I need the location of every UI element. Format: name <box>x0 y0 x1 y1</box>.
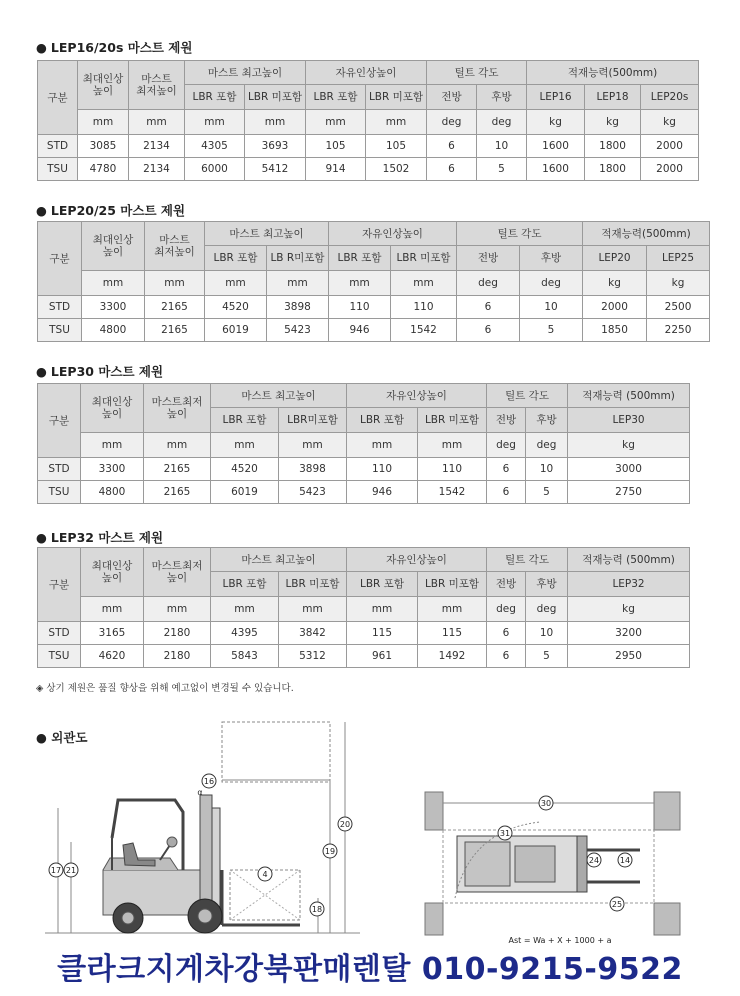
header-max-lift: 최대인상 높이 <box>78 61 129 110</box>
header-capacity: 적재능력(500mm) <box>583 222 710 246</box>
value-cell: 2000 <box>641 135 699 158</box>
unit-cell: mm <box>185 110 245 135</box>
header-tilt: 틸트 각도 <box>427 61 527 85</box>
value-cell: 3300 <box>82 296 145 319</box>
value-cell: 6 <box>487 622 526 645</box>
value-cell: 2134 <box>129 135 185 158</box>
unit-cell: kg <box>647 271 710 296</box>
value-cell: 4520 <box>205 296 267 319</box>
value-cell: 6 <box>487 458 526 481</box>
callout-19: 19 <box>324 847 336 856</box>
unit-cell: mm <box>211 597 279 622</box>
value-cell: 105 <box>306 135 366 158</box>
callout-31: 31 <box>499 829 511 838</box>
unit-cell: mm <box>306 110 366 135</box>
value-cell: 2165 <box>144 458 211 481</box>
value-cell: 2000 <box>641 158 699 181</box>
value-cell: 914 <box>306 158 366 181</box>
value-cell: 1800 <box>585 135 641 158</box>
value-cell: 6019 <box>205 319 267 342</box>
disclaimer-note: ◈ 상기 제원은 품질 향상을 위해 예고없이 변경될 수 있습니다. <box>36 683 294 694</box>
header-sub: LBR 미포함 <box>418 408 487 433</box>
value-cell: 4620 <box>81 645 144 668</box>
value-cell: 10 <box>526 622 568 645</box>
unit-cell: kg <box>527 110 585 135</box>
unit-cell: mm <box>205 271 267 296</box>
value-cell: 110 <box>418 458 487 481</box>
callout-4: 4 <box>262 870 268 879</box>
unit-cell: mm <box>418 597 487 622</box>
header-model: LEP16 <box>527 85 585 110</box>
value-cell: 5312 <box>279 645 347 668</box>
unit-cell: mm <box>391 271 457 296</box>
row-label: TSU <box>38 158 78 181</box>
value-cell: 5423 <box>267 319 329 342</box>
header-gubun: 구분 <box>38 222 82 296</box>
header-sub: LBR 포함 <box>347 408 418 433</box>
header-sub: LBR 포함 <box>211 572 279 597</box>
header-sub: LBR 포함 <box>347 572 418 597</box>
value-cell: 5843 <box>211 645 279 668</box>
value-cell: 6 <box>457 319 520 342</box>
value-cell: 10 <box>520 296 583 319</box>
unit-cell: deg <box>427 110 477 135</box>
value-cell: 2180 <box>144 645 211 668</box>
value-cell: 4780 <box>78 158 129 181</box>
value-cell: 3000 <box>568 458 690 481</box>
bullet-icon: ● <box>36 530 47 545</box>
row-label: STD <box>38 458 81 481</box>
value-cell: 110 <box>391 296 457 319</box>
value-cell: 115 <box>418 622 487 645</box>
header-free-lift: 자유인상높이 <box>347 384 487 408</box>
unit-cell: mm <box>418 433 487 458</box>
unit-cell: mm <box>279 433 347 458</box>
value-cell: 2165 <box>145 319 205 342</box>
header-mast-max: 마스트 최고높이 <box>185 61 306 85</box>
unit-cell: mm <box>211 433 279 458</box>
value-cell: 5 <box>477 158 527 181</box>
header-sub: 전방 <box>457 246 520 271</box>
unit-cell: deg <box>487 597 526 622</box>
value-cell: 3165 <box>81 622 144 645</box>
value-cell: 3300 <box>81 458 144 481</box>
unit-cell: deg <box>477 110 527 135</box>
bullet-icon: ● <box>36 364 47 379</box>
unit-cell: kg <box>583 271 647 296</box>
value-cell: 961 <box>347 645 418 668</box>
header-sub: LBR미포함 <box>279 408 347 433</box>
unit-cell: deg <box>526 433 568 458</box>
value-cell: 6 <box>487 481 526 504</box>
header-tilt: 틸트 각도 <box>487 548 568 572</box>
value-cell: 2000 <box>583 296 647 319</box>
header-model: LEP20 <box>583 246 647 271</box>
value-cell: 5 <box>520 319 583 342</box>
unit-cell: deg <box>526 597 568 622</box>
bullet-icon: ● <box>36 203 47 218</box>
unit-cell: kg <box>585 110 641 135</box>
header-gubun: 구분 <box>38 384 81 458</box>
row-label: TSU <box>38 481 81 504</box>
value-cell: 10 <box>477 135 527 158</box>
value-cell: 5 <box>526 481 568 504</box>
header-mast-min: 마스트최저 높이 <box>144 548 211 597</box>
unit-cell: mm <box>366 110 427 135</box>
value-cell: 2750 <box>568 481 690 504</box>
contact-banner: 클라크지게차강북판매렌탈 010-9215-9522 <box>57 952 683 987</box>
value-cell: 6 <box>487 645 526 668</box>
value-cell: 1542 <box>391 319 457 342</box>
unit-cell: kg <box>568 597 690 622</box>
callout-14: 14 <box>619 856 631 865</box>
header-sub: LB R미포함 <box>267 246 329 271</box>
forklift-top-view <box>425 792 680 935</box>
value-cell: 6019 <box>211 481 279 504</box>
unit-cell: mm <box>78 110 129 135</box>
header-sub: 후방 <box>477 85 527 110</box>
unit-cell: mm <box>329 271 391 296</box>
unit-cell: mm <box>347 597 418 622</box>
header-sub: LBR 미포함 <box>418 572 487 597</box>
header-sub: LBR 미포함 <box>391 246 457 271</box>
header-sub: 전방 <box>487 408 526 433</box>
value-cell: 4800 <box>82 319 145 342</box>
header-model: LEP20s <box>641 85 699 110</box>
value-cell: 110 <box>329 296 391 319</box>
forklift-side-view <box>45 722 360 933</box>
header-sub: 전방 <box>427 85 477 110</box>
header-capacity: 적재능력 (500mm) <box>568 384 690 408</box>
header-max-lift: 최대인상 높이 <box>81 384 144 433</box>
bullet-icon: ● <box>36 730 47 745</box>
value-cell: 6 <box>457 296 520 319</box>
value-cell: 2180 <box>144 622 211 645</box>
header-max-lift: 최대인상 높이 <box>82 222 145 271</box>
row-label: STD <box>38 135 78 158</box>
unit-cell: mm <box>144 597 211 622</box>
unit-cell: mm <box>144 433 211 458</box>
value-cell: 5412 <box>245 158 306 181</box>
unit-cell: mm <box>245 110 306 135</box>
alpha-label: α <box>197 788 203 797</box>
header-tilt: 틸트 각도 <box>487 384 568 408</box>
value-cell: 4395 <box>211 622 279 645</box>
value-cell: 946 <box>329 319 391 342</box>
header-gubun: 구분 <box>38 548 81 622</box>
header-free-lift: 자유인상높이 <box>329 222 457 246</box>
header-sub: LBR 포함 <box>205 246 267 271</box>
unit-cell: mm <box>81 433 144 458</box>
row-label: STD <box>38 622 81 645</box>
value-cell: 6 <box>427 158 477 181</box>
callout-18: 18 <box>311 905 323 914</box>
value-cell: 2165 <box>144 481 211 504</box>
section-title-text: LEP30 마스트 제원 <box>50 364 164 379</box>
header-mast-min: 마스트최저 높이 <box>144 384 211 433</box>
value-cell: 1600 <box>527 135 585 158</box>
value-cell: 1600 <box>527 158 585 181</box>
value-cell: 3200 <box>568 622 690 645</box>
section-title-text: LEP20/25 마스트 제원 <box>50 203 186 218</box>
header-model: LEP30 <box>568 408 690 433</box>
header-sub: LBR 미포함 <box>279 572 347 597</box>
header-sub: 후방 <box>520 246 583 271</box>
header-capacity: 적재능력 (500mm) <box>568 548 690 572</box>
value-cell: 3693 <box>245 135 306 158</box>
value-cell: 6 <box>427 135 477 158</box>
header-free-lift: 자유인상높이 <box>306 61 427 85</box>
header-mast-max: 마스트 최고높이 <box>211 548 347 572</box>
value-cell: 2165 <box>145 296 205 319</box>
callout-16: 16 <box>203 777 215 786</box>
header-sub: 후방 <box>526 408 568 433</box>
unit-cell: mm <box>129 110 185 135</box>
header-sub: 후방 <box>526 572 568 597</box>
header-free-lift: 자유인상높이 <box>347 548 487 572</box>
value-cell: 110 <box>347 458 418 481</box>
value-cell: 4305 <box>185 135 245 158</box>
value-cell: 3898 <box>279 458 347 481</box>
header-model: LEP25 <box>647 246 710 271</box>
value-cell: 4520 <box>211 458 279 481</box>
header-mast-max: 마스트 최고높이 <box>211 384 347 408</box>
callout-24: 24 <box>588 856 600 865</box>
unit-cell: mm <box>267 271 329 296</box>
header-gubun: 구분 <box>38 61 78 135</box>
unit-cell: mm <box>82 271 145 296</box>
value-cell: 1850 <box>583 319 647 342</box>
header-sub: LBR 미포함 <box>245 85 306 110</box>
value-cell: 5 <box>526 645 568 668</box>
unit-cell: kg <box>641 110 699 135</box>
bullet-icon: ● <box>36 40 47 55</box>
callout-30: 30 <box>540 799 552 808</box>
callout-17: 17 <box>50 866 62 875</box>
unit-cell: mm <box>81 597 144 622</box>
header-sub: LBR 포함 <box>185 85 245 110</box>
value-cell: 3898 <box>267 296 329 319</box>
value-cell: 2134 <box>129 158 185 181</box>
header-tilt: 틸트 각도 <box>457 222 583 246</box>
value-cell: 5423 <box>279 481 347 504</box>
header-capacity: 적재능력(500mm) <box>527 61 699 85</box>
value-cell: 3842 <box>279 622 347 645</box>
header-model: LEP32 <box>568 572 690 597</box>
value-cell: 1542 <box>418 481 487 504</box>
header-sub: LBR 포함 <box>329 246 391 271</box>
unit-cell: kg <box>568 433 690 458</box>
header-sub: LBR 미포함 <box>366 85 427 110</box>
header-sub: LBR 포함 <box>306 85 366 110</box>
header-model: LEP18 <box>585 85 641 110</box>
header-sub: 전방 <box>487 572 526 597</box>
header-max-lift: 최대인상 높이 <box>81 548 144 597</box>
unit-cell: mm <box>279 597 347 622</box>
value-cell: 115 <box>347 622 418 645</box>
header-sub: LBR 포함 <box>211 408 279 433</box>
header-mast-min: 마스트 최저높이 <box>145 222 205 271</box>
unit-cell: deg <box>487 433 526 458</box>
value-cell: 105 <box>366 135 427 158</box>
section-title-text: LEP16/20s 마스트 제원 <box>50 40 193 55</box>
value-cell: 1502 <box>366 158 427 181</box>
callout-20: 20 <box>339 820 351 829</box>
header-mast-min: 마스트 최저높이 <box>129 61 185 110</box>
row-label: TSU <box>38 319 82 342</box>
value-cell: 1492 <box>418 645 487 668</box>
callout-21: 21 <box>65 866 77 875</box>
section-title-text: LEP32 마스트 제원 <box>50 530 164 545</box>
row-label: TSU <box>38 645 81 668</box>
value-cell: 6000 <box>185 158 245 181</box>
diagram-title-text: 외관도 <box>51 730 88 745</box>
value-cell: 4800 <box>81 481 144 504</box>
callout-25: 25 <box>611 900 623 909</box>
value-cell: 1800 <box>585 158 641 181</box>
value-cell: 946 <box>347 481 418 504</box>
header-mast-max: 마스트 최고높이 <box>205 222 329 246</box>
value-cell: 2500 <box>647 296 710 319</box>
value-cell: 2950 <box>568 645 690 668</box>
value-cell: 3085 <box>78 135 129 158</box>
value-cell: 2250 <box>647 319 710 342</box>
unit-cell: mm <box>145 271 205 296</box>
unit-cell: mm <box>347 433 418 458</box>
unit-cell: deg <box>520 271 583 296</box>
row-label: STD <box>38 296 82 319</box>
value-cell: 10 <box>526 458 568 481</box>
unit-cell: deg <box>457 271 520 296</box>
aisle-formula: Ast = Wa + X + 1000 + a <box>508 936 612 945</box>
